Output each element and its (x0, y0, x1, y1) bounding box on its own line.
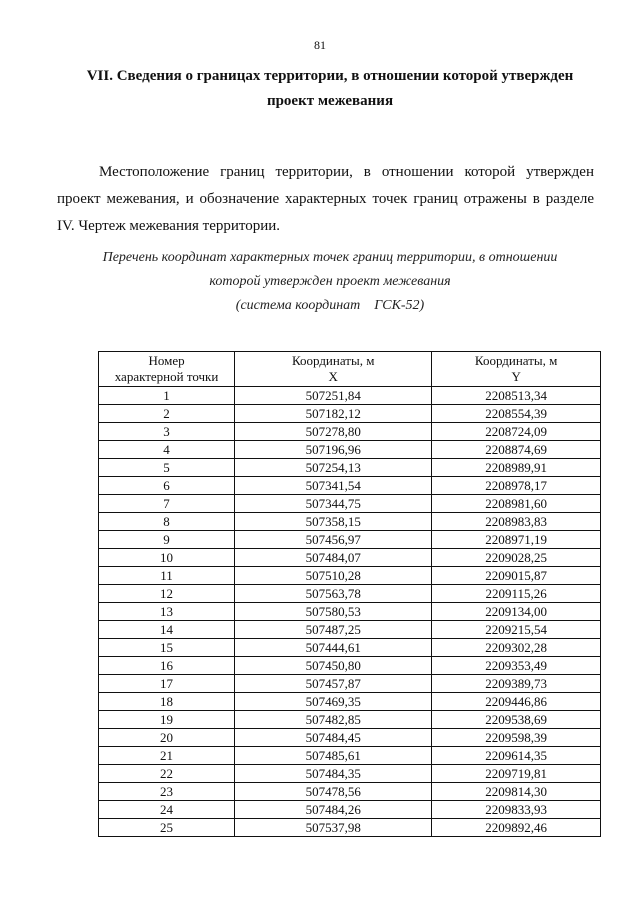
cell-y-coordinate: 2208554,39 (432, 405, 601, 423)
table-caption-line-3: (система координат ГСК-52) (235, 298, 425, 313)
cell-y-coordinate: 2209446,86 (432, 693, 601, 711)
cell-point-number: 18 (99, 693, 235, 711)
table-row (99, 495, 601, 513)
cell-point-number: 20 (99, 729, 235, 747)
cell-x-coordinate: 507444,61 (235, 639, 432, 657)
table-row (99, 657, 601, 675)
page-number: 81 (314, 38, 326, 52)
header-point-number (99, 352, 235, 387)
cell-point-number: 17 (99, 675, 235, 693)
cell-y-coordinate: 2209833,93 (432, 801, 601, 819)
cell-point-number: 15 (99, 639, 235, 657)
cell-y-coordinate: 2208971,19 (432, 531, 601, 549)
cell-point-number: 3 (99, 423, 235, 441)
cell-y-coordinate: 2208983,83 (432, 513, 601, 531)
cell-point-number: 4 (99, 441, 235, 459)
cell-point-number: 22 (99, 765, 235, 783)
cell-x-coordinate: 507450,80 (235, 657, 432, 675)
cell-point-number: 7 (99, 495, 235, 513)
cell-point-number: 5 (99, 459, 235, 477)
cell-point-number: 19 (99, 711, 235, 729)
cell-y-coordinate: 2209598,39 (432, 729, 601, 747)
table-caption (60, 246, 600, 318)
cell-point-number: 9 (99, 531, 235, 549)
cell-x-coordinate: 507580,53 (235, 603, 432, 621)
cell-y-coordinate: 2208981,60 (432, 495, 601, 513)
table-row (99, 441, 601, 459)
cell-y-coordinate: 2209892,46 (432, 819, 601, 837)
cell-x-coordinate: 507484,26 (235, 801, 432, 819)
section-title (60, 64, 600, 114)
table-row (99, 549, 601, 567)
cell-point-number: 8 (99, 513, 235, 531)
table-row (99, 459, 601, 477)
cell-y-coordinate: 2209115,26 (432, 585, 601, 603)
cell-x-coordinate: 507456,97 (235, 531, 432, 549)
table-row (99, 477, 601, 495)
cell-y-coordinate: 2209353,49 (432, 657, 601, 675)
cell-y-coordinate: 2209028,25 (432, 549, 601, 567)
cell-point-number: 10 (99, 549, 235, 567)
table-row (99, 531, 601, 549)
cell-y-coordinate: 2209302,28 (432, 639, 601, 657)
cell-x-coordinate: 507341,54 (235, 477, 432, 495)
cell-x-coordinate: 507510,28 (235, 567, 432, 585)
table-row (99, 387, 601, 405)
table-row (99, 639, 601, 657)
header-x-coordinate-line-2: X (328, 369, 338, 384)
section-title-line-2: проект межевания (266, 93, 394, 109)
body-paragraph: Местоположение границ территории, в отношении которой утвержден проект межевания, и обозначение характерных точек границ отражены в разделе IV. Чертеж межевания территории. (57, 164, 594, 234)
cell-y-coordinate: 2209134,00 (432, 603, 601, 621)
table-row (99, 747, 601, 765)
table-caption-line-2: которой утвержден проект межевания (209, 274, 451, 289)
table-row (99, 585, 601, 603)
cell-x-coordinate: 507563,78 (235, 585, 432, 603)
table-row (99, 621, 601, 639)
table-row (99, 729, 601, 747)
cell-y-coordinate: 2208724,09 (432, 423, 601, 441)
cell-point-number: 6 (99, 477, 235, 495)
cell-x-coordinate: 507469,35 (235, 693, 432, 711)
table-row (99, 513, 601, 531)
header-x-coordinate-line-1: Координаты, м (291, 353, 375, 368)
cell-point-number: 21 (99, 747, 235, 765)
cell-y-coordinate: 2209389,73 (432, 675, 601, 693)
cell-x-coordinate: 507478,56 (235, 783, 432, 801)
header-x-coordinate (235, 352, 432, 387)
header-point-number-line-1: Номер (148, 353, 185, 368)
table-body (99, 387, 601, 837)
cell-point-number: 25 (99, 819, 235, 837)
cell-y-coordinate: 2209015,87 (432, 567, 601, 585)
cell-x-coordinate: 507485,61 (235, 747, 432, 765)
cell-point-number: 14 (99, 621, 235, 639)
cell-x-coordinate: 507484,45 (235, 729, 432, 747)
cell-x-coordinate: 507457,87 (235, 675, 432, 693)
table-row (99, 603, 601, 621)
cell-point-number: 12 (99, 585, 235, 603)
table-header-row (99, 352, 601, 387)
cell-point-number: 24 (99, 801, 235, 819)
cell-x-coordinate: 507182,12 (235, 405, 432, 423)
table-row (99, 693, 601, 711)
cell-point-number: 2 (99, 405, 235, 423)
table-row (99, 567, 601, 585)
cell-point-number: 1 (99, 387, 235, 405)
table-row (99, 711, 601, 729)
cell-x-coordinate: 507251,84 (235, 387, 432, 405)
cell-y-coordinate: 2208874,69 (432, 441, 601, 459)
cell-y-coordinate: 2209215,54 (432, 621, 601, 639)
cell-x-coordinate: 507196,96 (235, 441, 432, 459)
table-row (99, 783, 601, 801)
table-caption-line-1: Перечень координат характерных точек границ территории, в отношении (102, 250, 558, 265)
cell-x-coordinate: 507487,25 (235, 621, 432, 639)
table-row (99, 675, 601, 693)
cell-x-coordinate: 507254,13 (235, 459, 432, 477)
table-row (99, 405, 601, 423)
header-y-coordinate (432, 352, 601, 387)
section-title-line-1: VII. Сведения о границах территории, в отношении которой утвержден (86, 68, 574, 84)
header-point-number-line-2: характерной точки (114, 369, 219, 384)
table-row (99, 819, 601, 837)
cell-x-coordinate: 507344,75 (235, 495, 432, 513)
cell-y-coordinate: 2209538,69 (432, 711, 601, 729)
cell-x-coordinate: 507537,98 (235, 819, 432, 837)
cell-x-coordinate: 507482,85 (235, 711, 432, 729)
coordinates-table (98, 351, 601, 837)
cell-y-coordinate: 2209614,35 (432, 747, 601, 765)
table-row (99, 765, 601, 783)
cell-x-coordinate: 507278,80 (235, 423, 432, 441)
cell-y-coordinate: 2208989,91 (432, 459, 601, 477)
cell-y-coordinate: 2208978,17 (432, 477, 601, 495)
cell-point-number: 11 (99, 567, 235, 585)
table-row (99, 423, 601, 441)
cell-y-coordinate: 2208513,34 (432, 387, 601, 405)
header-y-coordinate-line-1: Координаты, м (474, 353, 558, 368)
header-y-coordinate-line-2: Y (511, 369, 521, 384)
cell-x-coordinate: 507484,35 (235, 765, 432, 783)
cell-x-coordinate: 507358,15 (235, 513, 432, 531)
cell-point-number: 16 (99, 657, 235, 675)
cell-point-number: 23 (99, 783, 235, 801)
cell-y-coordinate: 2209814,30 (432, 783, 601, 801)
cell-point-number: 13 (99, 603, 235, 621)
cell-x-coordinate: 507484,07 (235, 549, 432, 567)
table-row (99, 801, 601, 819)
cell-y-coordinate: 2209719,81 (432, 765, 601, 783)
